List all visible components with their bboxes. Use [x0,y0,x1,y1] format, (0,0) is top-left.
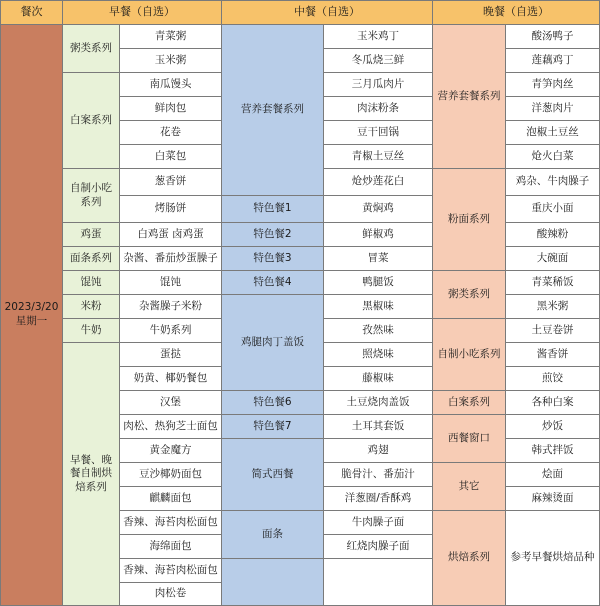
bf-category: 面条系列 [62,246,120,271]
ln-item: 青椒土豆丝 [323,144,433,169]
dn-item: 黑米粥 [505,294,600,319]
bf-category: 馄饨 [62,270,120,295]
ln-item: 孜然味 [323,318,433,343]
header-meal-time: 餐次 [0,0,63,25]
dn-item: 烩面 [505,462,600,487]
dn-item: 酱香饼 [505,342,600,367]
dn-item: 莲藕鸡丁 [505,48,600,73]
dn-item: 炒饭 [505,414,600,439]
bf-category: 白案系列 [62,72,120,169]
bf-item: 白菜包 [119,144,222,169]
bf-item: 麒麟面包 [119,486,222,511]
bf-item: 花卷 [119,120,222,145]
bf-item: 海绵面包 [119,534,222,559]
dn-item: 炝火白菜 [505,144,600,169]
dn-item: 酸辣粉 [505,222,600,247]
ln-item: 黄焖鸡 [323,195,433,223]
bf-item: 馄饨 [119,270,222,295]
bf-category: 米粉 [62,294,120,319]
ln-item: 脆骨汁、番茄汁 [323,462,433,487]
header-lunch: 中餐（自选） [221,0,433,25]
bf-item: 烤肠饼 [119,195,222,223]
dn-category: 自制小吃系列 [432,318,506,391]
ln-category-empty [221,558,324,606]
dn-item: 泡椒土豆丝 [505,120,600,145]
ln-category: 特色餐1 [221,195,324,223]
ln-category: 鸡腿肉丁盖饭 [221,294,324,391]
ln-item: 牛肉臊子面 [323,510,433,535]
dn-category: 西餐窗口 [432,414,506,463]
ln-item: 洋葱圈/香酥鸡 [323,486,433,511]
ln-item: 肉沫粉条 [323,96,433,121]
dn-item: 大碗面 [505,246,600,271]
dn-item: 参考早餐烘焙品种 [505,510,600,606]
bf-item: 白鸡蛋 卤鸡蛋 [119,222,222,247]
ln-category: 特色餐7 [221,414,324,439]
bf-category: 鸡蛋 [62,222,120,247]
bf-item: 玉米粥 [119,48,222,73]
bf-item: 杂酱臊子米粉 [119,294,222,319]
ln-item: 黑椒味 [323,294,433,319]
dn-item: 鸡杂、牛肉臊子 [505,168,600,196]
ln-category: 营养套餐系列 [221,24,324,196]
ln-item: 玉米鸡丁 [323,24,433,49]
dn-item: 青笋肉丝 [505,72,600,97]
bf-category: 早餐、晚餐自制烘焙系列 [62,342,120,606]
bf-item: 肉松卷 [119,582,222,606]
ln-item: 红烧肉臊子面 [323,534,433,559]
header-dinner: 晚餐（自选） [432,0,600,25]
bf-item: 汉堡 [119,390,222,415]
ln-item: 土耳其套饭 [323,414,433,439]
dn-item: 酸汤鸭子 [505,24,600,49]
bf-item: 香辣、海苔肉松面包 [119,558,222,583]
ln-item: 鲜椒鸡 [323,222,433,247]
ln-category: 特色餐2 [221,222,324,247]
bf-item: 杂酱、番茄炒蛋臊子 [119,246,222,271]
ln-item: 冒菜 [323,246,433,271]
dn-item: 重庆小面 [505,195,600,223]
dn-item: 韩式拌饭 [505,438,600,463]
dn-category: 烘焙系列 [432,510,506,606]
bf-item: 葱香饼 [119,168,222,196]
dn-category: 白案系列 [432,390,506,415]
ln-item: 照烧味 [323,342,433,367]
bf-item: 南瓜馒头 [119,72,222,97]
dn-item: 青菜稀饭 [505,270,600,295]
date-day: 2023/3/20 [4,301,59,314]
bf-item: 鲜肉包 [119,96,222,121]
bf-category: 自制小吃系列 [62,168,120,223]
ln-item: 鸭腿饭 [323,270,433,295]
bf-item: 牛奶系列 [119,318,222,343]
bf-item: 黄金魔方 [119,438,222,463]
header-breakfast: 早餐（自选） [62,0,222,25]
bf-item: 蛋挞 [119,342,222,367]
dn-category: 粉面系列 [432,168,506,271]
ln-item: 冬瓜烧三鲜 [323,48,433,73]
dn-category: 营养套餐系列 [432,24,506,169]
ln-item: 豆干回锅 [323,120,433,145]
bf-item: 奶黄、椰奶餐包 [119,366,222,391]
dn-item: 土豆卷饼 [505,318,600,343]
ln-item: 鸡翅 [323,438,433,463]
dn-item: 麻辣烫面 [505,486,600,511]
ln-item: 藤椒味 [323,366,433,391]
bf-item: 青菜粥 [119,24,222,49]
ln-item: 土豆烧肉盖饭 [323,390,433,415]
bf-category: 牛奶 [62,318,120,343]
ln-category: 面条 [221,510,324,559]
dn-category: 其它 [432,462,506,511]
ln-item: 炝炒莲花白 [323,168,433,196]
dn-item: 煎饺 [505,366,600,391]
date-cell [0,24,63,606]
ln-item: 三月瓜肉片 [323,72,433,97]
ln-category: 特色餐4 [221,270,324,295]
ln-category: 简式西餐 [221,438,324,511]
dn-category: 粥类系列 [432,270,506,319]
ln-item-empty [323,558,433,606]
bf-item: 香辣、海苔肉松面包 [119,510,222,535]
ln-category: 特色餐6 [221,390,324,415]
dn-item: 洋葱肉片 [505,96,600,121]
dn-item: 各种白案 [505,390,600,415]
date-weekday: 星期一 [15,315,48,327]
bf-item: 肉松、热狗芝士面包 [119,414,222,439]
bf-category: 粥类系列 [62,24,120,73]
bf-item: 豆沙椰奶面包 [119,462,222,487]
ln-category: 特色餐3 [221,246,324,271]
